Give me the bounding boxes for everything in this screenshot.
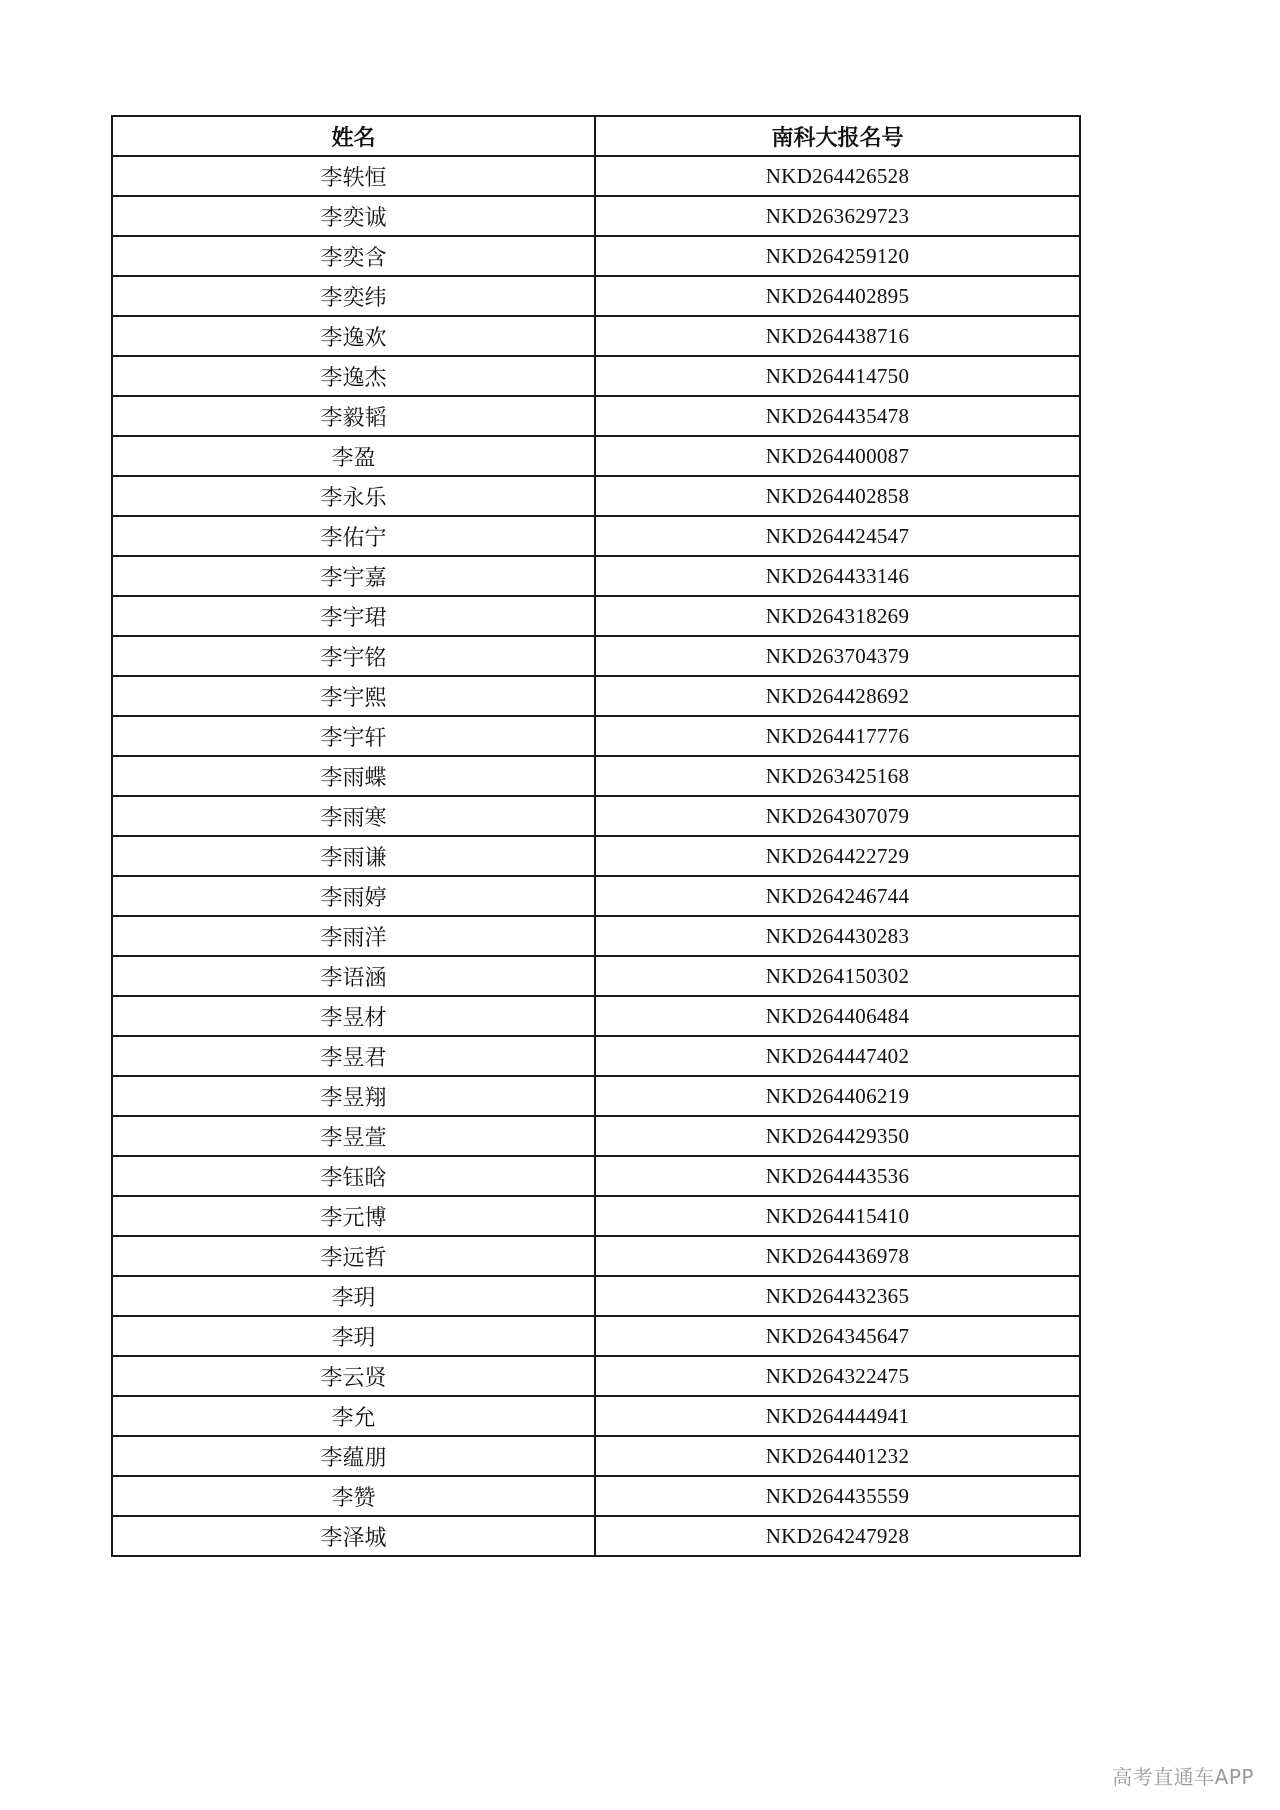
table-row	[112, 956, 1080, 996]
table-row	[112, 396, 1080, 436]
registration-number-cell: NKD264426528	[595, 156, 1080, 196]
name-column-header: 姓名	[112, 116, 595, 156]
student-name-cell: 李宇珺	[112, 596, 595, 636]
table-row	[112, 516, 1080, 556]
student-name-cell: 李盈	[112, 436, 595, 476]
table-row	[112, 1076, 1080, 1116]
student-name-cell: 李昱翔	[112, 1076, 595, 1116]
registration-number-cell: NKD264406484	[595, 996, 1080, 1036]
table-row	[112, 1036, 1080, 1076]
table-row	[112, 556, 1080, 596]
table-row	[112, 316, 1080, 356]
table-row	[112, 1276, 1080, 1316]
registration-number-cell: NKD264415410	[595, 1196, 1080, 1236]
table-row	[112, 1436, 1080, 1476]
table-row	[112, 1396, 1080, 1436]
registration-number-cell: NKD264447402	[595, 1036, 1080, 1076]
registration-number-cell: NKD264443536	[595, 1156, 1080, 1196]
student-name-cell: 李奕诚	[112, 196, 595, 236]
registration-number-cell: NKD264150302	[595, 956, 1080, 996]
student-name-cell: 李宇熙	[112, 676, 595, 716]
registration-number-cell: NKD264422729	[595, 836, 1080, 876]
registration-number-cell: NKD264444941	[595, 1396, 1080, 1436]
registration-number-cell: NKD264424547	[595, 516, 1080, 556]
student-name-cell: 李奕含	[112, 236, 595, 276]
registration-number-cell: NKD263704379	[595, 636, 1080, 676]
student-name-cell: 李雨婷	[112, 876, 595, 916]
table-row	[112, 1236, 1080, 1276]
table-row	[112, 876, 1080, 916]
student-name-cell: 李雨谦	[112, 836, 595, 876]
student-name-cell: 李宇嘉	[112, 556, 595, 596]
student-name-cell: 李奕纬	[112, 276, 595, 316]
student-name-cell: 李逸杰	[112, 356, 595, 396]
registration-number-cell: NKD264414750	[595, 356, 1080, 396]
registration-number-cell: NKD264318269	[595, 596, 1080, 636]
registration-number-cell: NKD264433146	[595, 556, 1080, 596]
table-row	[112, 796, 1080, 836]
registration-number-cell: NKD264402895	[595, 276, 1080, 316]
registration-number-cell: NKD264322475	[595, 1356, 1080, 1396]
registration-table	[111, 115, 1081, 1557]
student-name-cell: 李玥	[112, 1276, 595, 1316]
student-name-cell: 李钰晗	[112, 1156, 595, 1196]
registration-number-cell: NKD264438716	[595, 316, 1080, 356]
registration-number-cell: NKD264435478	[595, 396, 1080, 436]
registration-number-cell: NKD264246744	[595, 876, 1080, 916]
student-name-cell: 李元博	[112, 1196, 595, 1236]
watermark: 高考直通车APP	[1112, 1765, 1254, 1789]
registration-number-cell: NKD264307079	[595, 796, 1080, 836]
student-name-cell: 李昱萱	[112, 1116, 595, 1156]
table-row	[112, 1516, 1080, 1556]
student-name-cell: 李玥	[112, 1316, 595, 1356]
registration-number-cell: NKD264430283	[595, 916, 1080, 956]
student-name-cell: 李昱君	[112, 1036, 595, 1076]
registration-number-cell: NKD264417776	[595, 716, 1080, 756]
student-name-cell: 李宇轩	[112, 716, 595, 756]
table-row	[112, 716, 1080, 756]
table-row	[112, 196, 1080, 236]
student-name-cell: 李蕴朋	[112, 1436, 595, 1476]
registration-number-cell: NKD264259120	[595, 236, 1080, 276]
student-name-cell: 李轶恒	[112, 156, 595, 196]
table-row	[112, 156, 1080, 196]
registration-number-cell: NKD264436978	[595, 1236, 1080, 1276]
registration-number-cell: NKD264435559	[595, 1476, 1080, 1516]
table-row	[112, 676, 1080, 716]
table-row	[112, 836, 1080, 876]
student-name-cell: 李赞	[112, 1476, 595, 1516]
student-name-cell: 李雨寒	[112, 796, 595, 836]
table-row	[112, 996, 1080, 1036]
table-row	[112, 1116, 1080, 1156]
table-row	[112, 236, 1080, 276]
student-name-cell: 李远哲	[112, 1236, 595, 1276]
registration-number-cell: NKD264402858	[595, 476, 1080, 516]
table-row	[112, 1316, 1080, 1356]
table-row	[112, 476, 1080, 516]
table-row	[112, 1196, 1080, 1236]
student-name-cell: 李佑宁	[112, 516, 595, 556]
registration-number-cell: NKD264432365	[595, 1276, 1080, 1316]
student-name-cell: 李毅韬	[112, 396, 595, 436]
registration-number-cell: NKD264345647	[595, 1316, 1080, 1356]
registration-number-cell: NKD264428692	[595, 676, 1080, 716]
registration-number-cell: NKD264406219	[595, 1076, 1080, 1116]
student-name-cell: 李永乐	[112, 476, 595, 516]
document-page	[111, 115, 1079, 1557]
table-row	[112, 1476, 1080, 1516]
student-name-cell: 李逸欢	[112, 316, 595, 356]
registration-number-cell: NKD264429350	[595, 1116, 1080, 1156]
registration-number-cell: NKD263425168	[595, 756, 1080, 796]
student-name-cell: 李昱材	[112, 996, 595, 1036]
table-row	[112, 756, 1080, 796]
table-row	[112, 596, 1080, 636]
registration-number-cell: NKD264247928	[595, 1516, 1080, 1556]
student-name-cell: 李雨蝶	[112, 756, 595, 796]
table-row	[112, 1156, 1080, 1196]
table-row	[112, 916, 1080, 956]
student-name-cell: 李语涵	[112, 956, 595, 996]
student-name-cell: 李雨洋	[112, 916, 595, 956]
table-row	[112, 436, 1080, 476]
student-name-cell: 李云贤	[112, 1356, 595, 1396]
student-name-cell: 李宇铭	[112, 636, 595, 676]
registration-number-cell: NKD263629723	[595, 196, 1080, 236]
table-row	[112, 276, 1080, 316]
table-row	[112, 636, 1080, 676]
student-name-cell: 李允	[112, 1396, 595, 1436]
registration-number-cell: NKD264400087	[595, 436, 1080, 476]
table-body	[112, 156, 1080, 1556]
registration-number-column-header: 南科大报名号	[595, 116, 1080, 156]
table-header-row	[112, 116, 1080, 156]
table-row	[112, 1356, 1080, 1396]
table-row	[112, 356, 1080, 396]
student-name-cell: 李泽城	[112, 1516, 595, 1556]
registration-number-cell: NKD264401232	[595, 1436, 1080, 1476]
